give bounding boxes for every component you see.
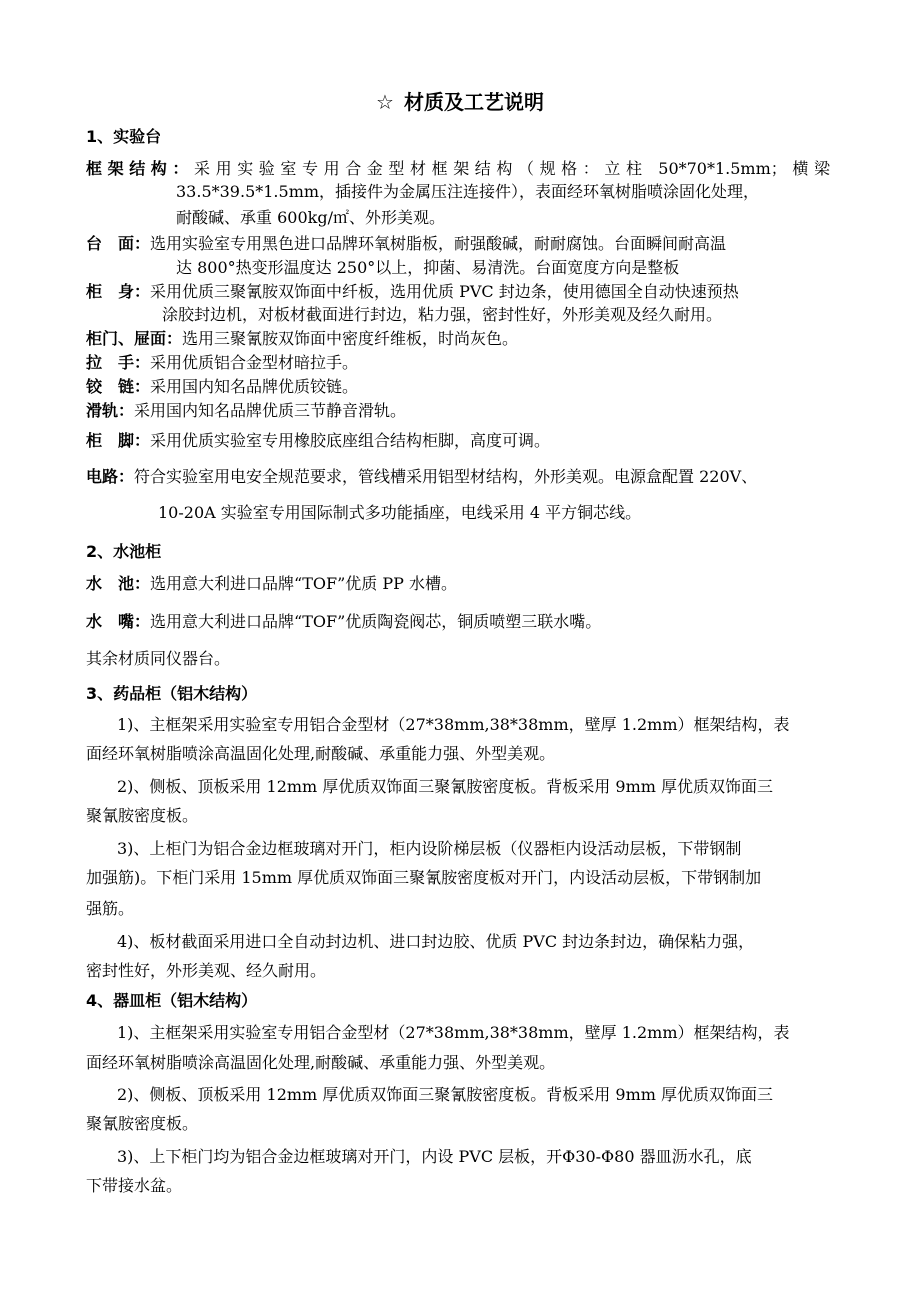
handle-label: 拉 手： <box>86 353 151 372</box>
circuit-line-2: 10-20A 实验室专用国际制式多功能插座，电线采用 4 平方铜芯线。 <box>158 503 642 522</box>
door-drawer-line: 柜门、屉面：选用三聚氰胺双饰面中密度纤维板，时尚灰色。 <box>86 329 519 348</box>
hinge-label: 铰 链： <box>86 377 151 396</box>
chem-p3-line-3: 强筋。 <box>86 899 135 918</box>
faucet-line: 水 嘴：选用意大利进口品牌“TOF”优质陶瓷阀芯，铜质喷塑三联水嘴。 <box>86 612 602 631</box>
star-icon: ☆ <box>376 90 394 114</box>
handle-line: 拉 手：采用优质铝合金型材暗拉手。 <box>86 353 359 372</box>
section-heading-lab-bench: 1、实验台 <box>86 127 162 146</box>
sink-label: 水 池： <box>86 574 151 593</box>
cabinet-foot-label: 柜 脚： <box>86 431 151 450</box>
frame-structure-line-1: 框架结构：采用实验室专用合金型材框架结构（规格：立柱 50*70*1.5mm；横梁 <box>86 159 830 178</box>
section-heading-sink-cabinet: 2、水池柜 <box>86 542 162 561</box>
countertop-line-1: 台 面：选用实验室专用黑色进口品牌环氧树脂板，耐强酸碱，耐耐腐蚀。台面瞬间耐高温 <box>86 234 727 253</box>
countertop-label: 台 面： <box>86 234 151 253</box>
frame-structure-line-2: 33.5*39.5*1.5mm，插接件为金属压注连接件），表面经环氧树脂喷涂固化处理， <box>176 182 760 201</box>
circuit-label: 电路： <box>86 467 135 486</box>
circuit-line-1: 电路：符合实验室用电安全规范要求，管线槽采用铝型材结构，外形美观。电源盒配置 220V、 <box>86 467 758 486</box>
door-drawer-label: 柜门、屉面： <box>86 329 183 348</box>
cabinet-body-label: 柜 身： <box>86 282 151 301</box>
chem-p4-line-1: 4)、板材截面采用进口全自动封边机、进口封边胶、优质 PVC 封边条封边，确保粘力强， <box>117 932 755 951</box>
hinge-line: 铰 链：采用国内知名品牌优质铰链。 <box>86 377 359 396</box>
chem-p3-line-1: 3)、上柜门为铝合金边框玻璃对开门，柜内设阶梯层板（仪器柜内设活动层板，下带钢制 <box>117 839 742 858</box>
glass-p2-line-1: 2)、侧板、顶板采用 12mm 厚优质双饰面三聚氰胺密度板。背板采用 9mm 厚优质双饰面三 <box>117 1085 773 1104</box>
page-title-text: 材质及工艺说明 <box>403 90 544 114</box>
section-heading-chemical-cabinet: 3、药品柜（铝木结构） <box>86 684 258 703</box>
frame-structure-line-3: 耐酸碱、承重 600kg/㎡、外形美观。 <box>176 208 445 227</box>
chem-p4-line-2: 密封性好，外形美观、经久耐用。 <box>86 961 327 980</box>
frame-structure-label: 框架结构： <box>86 159 194 178</box>
glass-p3-line-1: 3)、上下柜门均为铝合金边框玻璃对开门，内设 PVC 层板，开Φ30-Φ80 器皿沥水孔，底 <box>117 1147 752 1166</box>
faucet-label: 水 嘴： <box>86 612 151 631</box>
glass-p1-line-1: 1)、主框架采用实验室专用铝合金型材（27*38mm,38*38mm，壁厚 1.2mm）框架结构，表 <box>117 1023 790 1042</box>
chem-p3-line-2: 加强筋)。下柜门采用 15mm 厚优质双饰面三聚氰胺密度板对开门，内设活动层板，下带钢制加 <box>86 868 762 887</box>
countertop-line-2: 达 800°热变形温度达 250°以上，抑菌、易清洗。台面宽度方向是整板 <box>176 258 680 277</box>
cabinet-body-line-2: 涂胶封边机，对板材截面进行封边，粘力强，密封性好，外形美观及经久耐用。 <box>162 305 723 324</box>
cabinet-foot-line: 柜 脚：采用优质实验室专用橡胶底座组合结构柜脚，高度可调。 <box>86 431 551 450</box>
chem-p1-line-2: 面经环氧树脂喷涂高温固化处理,耐酸碱、承重能力强、外型美观。 <box>86 744 556 763</box>
chem-p2-line-1: 2)、侧板、顶板采用 12mm 厚优质双饰面三聚氰胺密度板。背板采用 9mm 厚优质双饰面三 <box>117 777 773 796</box>
section-heading-glassware-cabinet: 4、器皿柜（铝木结构） <box>86 991 258 1010</box>
glass-p3-line-2: 下带接水盆。 <box>86 1176 183 1195</box>
glass-p2-line-2: 聚氰胺密度板。 <box>86 1114 199 1133</box>
glass-p1-line-2: 面经环氧树脂喷涂高温固化处理,耐酸碱、承重能力强、外型美观。 <box>86 1053 556 1072</box>
cabinet-body-line-1: 柜 身：采用优质三聚氰胺双饰面中纤板，选用优质 PVC 封边条，使用德国全自动快速预热 <box>86 282 739 301</box>
chem-p2-line-2: 聚氰胺密度板。 <box>86 806 199 825</box>
slide-rail-label: 滑轨： <box>86 401 135 420</box>
page-title <box>0 86 920 115</box>
sink-line: 水 池：选用意大利进口品牌“TOF”优质 PP 水槽。 <box>86 574 457 593</box>
chem-p1-line-1: 1)、主框架采用实验室专用铝合金型材（27*38mm,38*38mm，壁厚 1.2mm）框架结构，表 <box>117 715 790 734</box>
slide-rail-line: 滑轨：采用国内知名品牌优质三节静音滑轨。 <box>86 401 407 420</box>
rest-same-line: 其余材质同仪器台。 <box>86 649 231 668</box>
